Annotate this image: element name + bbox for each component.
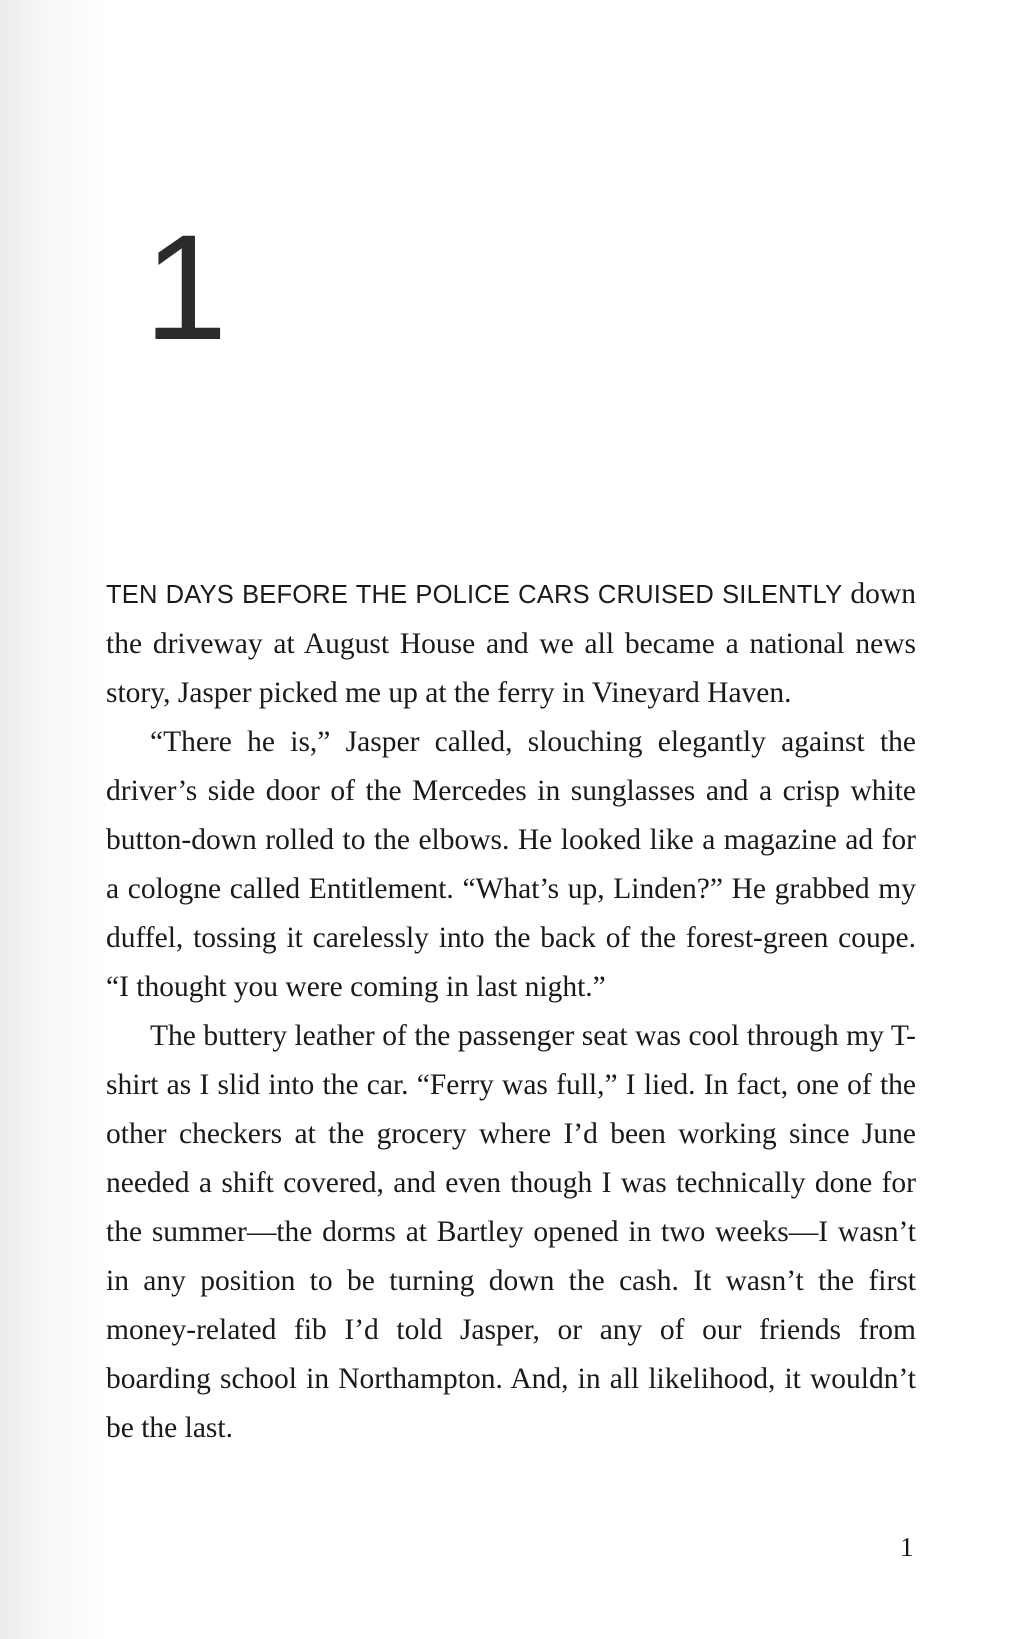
paragraph-2: “There he is,” Jasper called, slouching elegantly against the driver’s side door of the Mercedes in sunglasses and a crisp white button-down rolled to the elbows. He looked like a magazine ad for a cologne called Entitlement. “What’s up, Linden?” He grabbed my duffel, tossing it carelessly into the back of the forest-green coupe. “I thought you were coming in last night.” bbox=[106, 726, 916, 1003]
paragraph-1-text: down the driveway at August House and we all became a national news story, Jasper picked me up at the ferry in Vineyard Haven. bbox=[106, 578, 916, 709]
paragraph-3: The buttery leather of the passenger seat was cool through my T-shirt as I slid into the car. “Ferry was full,” I lied. In fact, one of the other checkers at the grocery where I’d been working since June needed a shift covered, and even though I was technically done for the summer—the dorms at Bartley opened in two weeks—I wasn’t in any position to be turning down the cash. It wasn’t the first money-related fib I’d told Jasper, or any of our friends from boarding school in Northampton. And, in all likelihood, it wouldn’t be the last. bbox=[106, 1020, 916, 1444]
chapter-number: 1 bbox=[144, 203, 228, 371]
paragraph-1 bbox=[106, 570, 916, 718]
opening-small-caps: TEN DAYS BEFORE THE POLICE CARS CRUISED SILENTLY bbox=[106, 581, 843, 609]
chapter-body bbox=[106, 570, 916, 1453]
page-number: 1 bbox=[900, 1532, 914, 1562]
